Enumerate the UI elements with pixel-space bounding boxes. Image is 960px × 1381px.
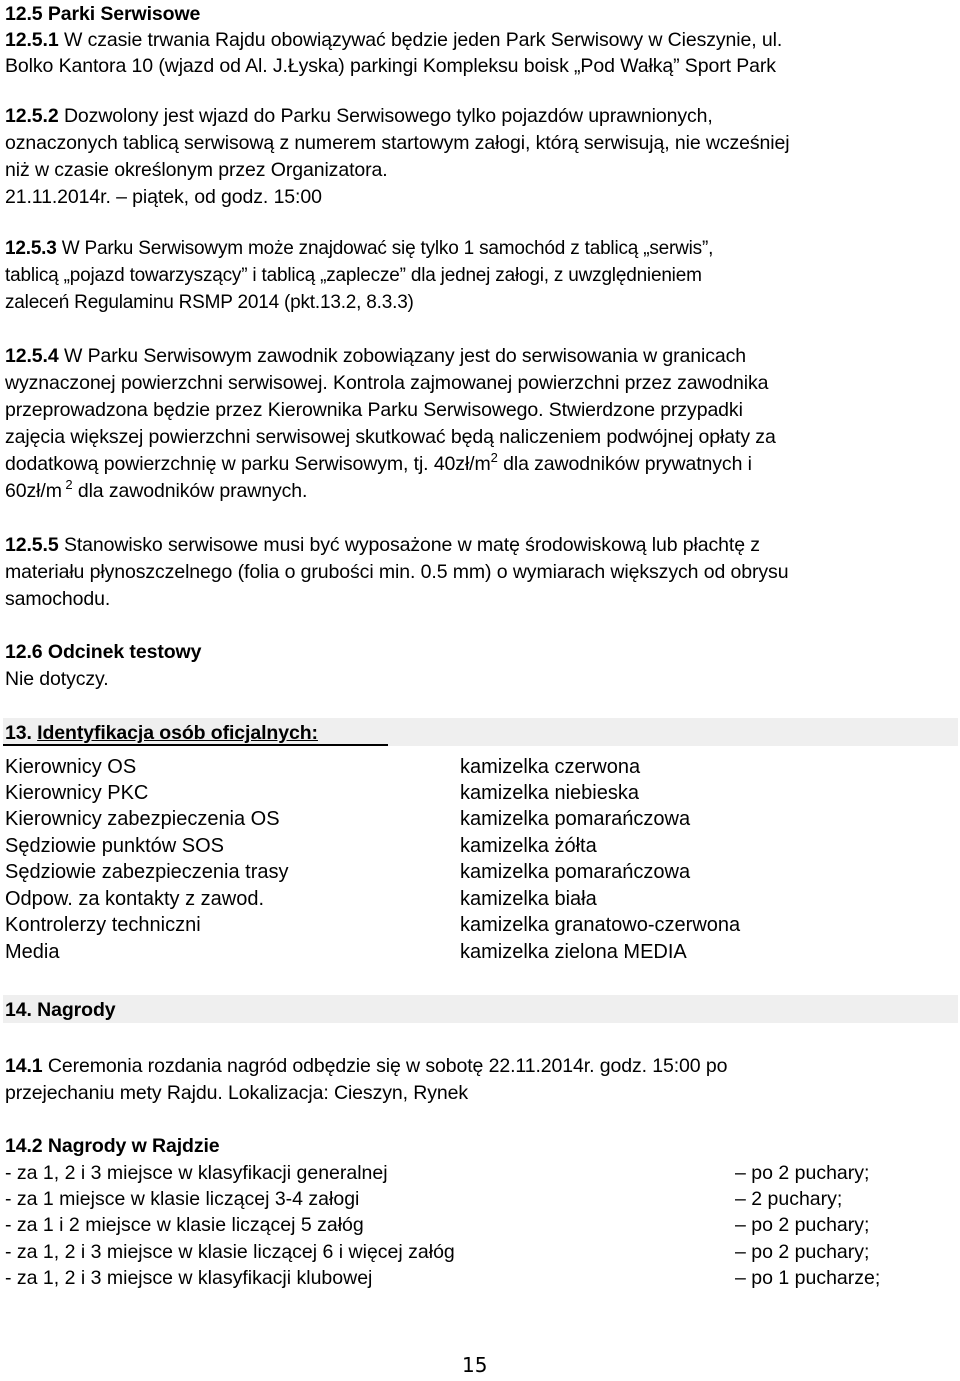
page-number: 15	[462, 1353, 488, 1377]
prize-award: – po 2 puchary;	[735, 1214, 870, 1236]
official-role: Sędziowie punktów SOS	[5, 835, 225, 857]
paragraph-text: dla zawodników prawnych.	[72, 480, 308, 502]
official-vest: kamizelka niebieska	[460, 782, 639, 804]
section-heading-12-5: 12.5 Parki Serwisowe	[5, 3, 201, 25]
official-vest: kamizelka czerwona	[460, 756, 641, 778]
official-role: Media	[5, 941, 60, 963]
official-role: Odpow. za kontakty z zawod.	[5, 888, 265, 910]
paragraph-text: dodatkową powierzchnię w parku Serwisowym, tj. 40zł/m	[5, 453, 491, 475]
paragraph-text: dla zawodników prywatnych i	[497, 453, 752, 475]
prize-description: - za 1 i 2 miejsce w klasie liczącej 5 załóg	[5, 1214, 364, 1236]
section-title: Identyfikacja osób oficjalnych:	[37, 722, 318, 744]
paragraph-text: W Parku Serwisowym może znajdować się tylko 1 samochód z tablicą „serwis”,	[56, 238, 714, 259]
prize-award: – po 2 puchary;	[735, 1162, 870, 1184]
prize-description: - za 1, 2 i 3 miejsce w klasyfikacji generalnej	[5, 1162, 388, 1184]
prize-award: – 2 puchary;	[735, 1188, 843, 1210]
section-14-heading-bar	[3, 995, 958, 1023]
official-vest: kamizelka granatowo-czerwona	[460, 914, 741, 936]
paragraph-number: 12.5.5	[5, 534, 59, 556]
paragraph-12-5-3-line-3: zaleceń Regulaminu RSMP 2014 (pkt.13.2, 8.3.3)	[5, 292, 414, 313]
paragraph-12-5-5-line-3: samochodu.	[5, 588, 111, 610]
paragraph-12-5-4-line-5	[5, 451, 752, 477]
paragraph-number: 14.1	[5, 1055, 43, 1077]
prize-description: - za 1, 2 i 3 miejsce w klasyfikacji klubowej	[5, 1267, 373, 1289]
paragraph-number: 12.5.4	[5, 345, 59, 367]
official-vest: kamizelka pomarańczowa	[460, 861, 691, 883]
section-heading-12-6: 12.6 Odcinek testowy	[5, 641, 202, 663]
paragraph-text: Dozwolony jest wjazd do Parku Serwisowego tylko pojazdów uprawnionych,	[58, 105, 713, 127]
official-role: Sędziowie zabezpieczenia trasy	[5, 861, 289, 883]
paragraph-text: Stanowisko serwisowe musi być wyposażone w matę środowiskową lub płachtę z	[58, 534, 760, 556]
section-12-6-text: Nie dotyczy.	[5, 668, 109, 690]
paragraph-text: Ceremonia rozdania nagród odbędzie się w sobotę 22.11.2014r. godz. 15:00 po	[42, 1055, 728, 1077]
paragraph-text: W Parku Serwisowym zawodnik zobowiązany jest do serwisowania w granicach	[58, 345, 747, 367]
official-role: Kierownicy PKC	[5, 782, 149, 804]
paragraph-12-5-4-line-2: wyznaczonej powierzchni serwisowej. Kontrola zajmowanej powierzchni przez zawodnika	[5, 372, 769, 394]
paragraph-14-1-line-2: przejechaniu mety Rajdu. Lokalizacja: Cieszyn, Rynek	[5, 1082, 469, 1104]
official-vest: kamizelka żółta	[460, 835, 597, 857]
paragraph-14-1-line-1	[5, 1053, 727, 1079]
paragraph-12-5-3-line-2: tablicą „pojazd towarzyszący” i tablicą „zaplecze” dla jednej załogi, z uwzględnieniem	[5, 265, 702, 286]
official-role: Kierownicy OS	[5, 756, 137, 778]
superscript: 2	[61, 477, 73, 492]
official-role: Kontrolerzy techniczni	[5, 914, 201, 936]
official-role: Kierownicy zabezpieczenia OS	[5, 808, 280, 830]
prize-description: - za 1, 2 i 3 miejsce w klasie liczącej 6 i więcej załóg	[5, 1241, 455, 1263]
superscript: 2	[490, 450, 498, 465]
paragraph-12-5-2-line-1	[5, 103, 713, 129]
prize-award: – po 1 pucharze;	[735, 1267, 881, 1289]
paragraph-12-5-3-line-1	[5, 236, 713, 262]
paragraph-12-5-5-line-1	[5, 532, 760, 558]
paragraph-text: W czasie trwania Rajdu obowiązywać będzie jeden Park Serwisowy w Cieszynie, ul.	[58, 29, 783, 51]
prize-award: – po 2 puchary;	[735, 1241, 870, 1263]
section-heading-14-2: 14.2 Nagrody w Rajdzie	[5, 1135, 220, 1157]
paragraph-number: 12.5.3	[5, 238, 57, 259]
official-vest: kamizelka pomarańczowa	[460, 808, 691, 830]
prize-description: - za 1 miejsce w klasie liczącej 3-4 załogi	[5, 1188, 360, 1210]
paragraph-12-5-2-line-2: oznaczonych tablicą serwisową z numerem startowym załogi, którą serwisują, nie wcześniej	[5, 132, 790, 154]
paragraph-12-5-4-line-3: przeprowadzona będzie przez Kierownika Parku Serwisowego. Stwierdzone przypadki	[5, 399, 743, 421]
paragraph-12-5-2-line-4: 21.11.2014r. – piątek, od godz. 15:00	[5, 186, 322, 208]
paragraph-number: 12.5.2	[5, 105, 59, 127]
paragraph-12-5-4-line-1	[5, 343, 746, 369]
official-vest: kamizelka zielona MEDIA	[460, 941, 687, 963]
section-number: 13.	[5, 722, 38, 744]
paragraph-12-5-4-line-6	[5, 478, 307, 504]
official-vest: kamizelka biała	[460, 888, 597, 910]
paragraph-text: 60zł/m	[5, 480, 62, 502]
paragraph-number: 12.5.1	[5, 29, 59, 51]
paragraph-12-5-1-line-1	[5, 27, 782, 53]
section-heading-13	[5, 720, 318, 746]
paragraph-12-5-2-line-3: niż w czasie określonym przez Organizatora.	[5, 159, 388, 181]
section-heading-14: 14. Nagrody	[5, 999, 116, 1021]
paragraph-12-5-1-line-2: Bolko Kantora 10 (wjazd od Al. J.Łyska) parkingi Kompleksu boisk „Pod Wałką” Sport Park	[5, 55, 776, 77]
paragraph-12-5-5-line-2: materiału płynoszczelnego (folia o grubości min. 0.5 mm) o wymiarach większych od obrysu	[5, 561, 789, 583]
paragraph-12-5-4-line-4: zajęcia większej powierzchni serwisowej skutkować będą naliczeniem podwójnej opłaty za	[5, 426, 776, 448]
